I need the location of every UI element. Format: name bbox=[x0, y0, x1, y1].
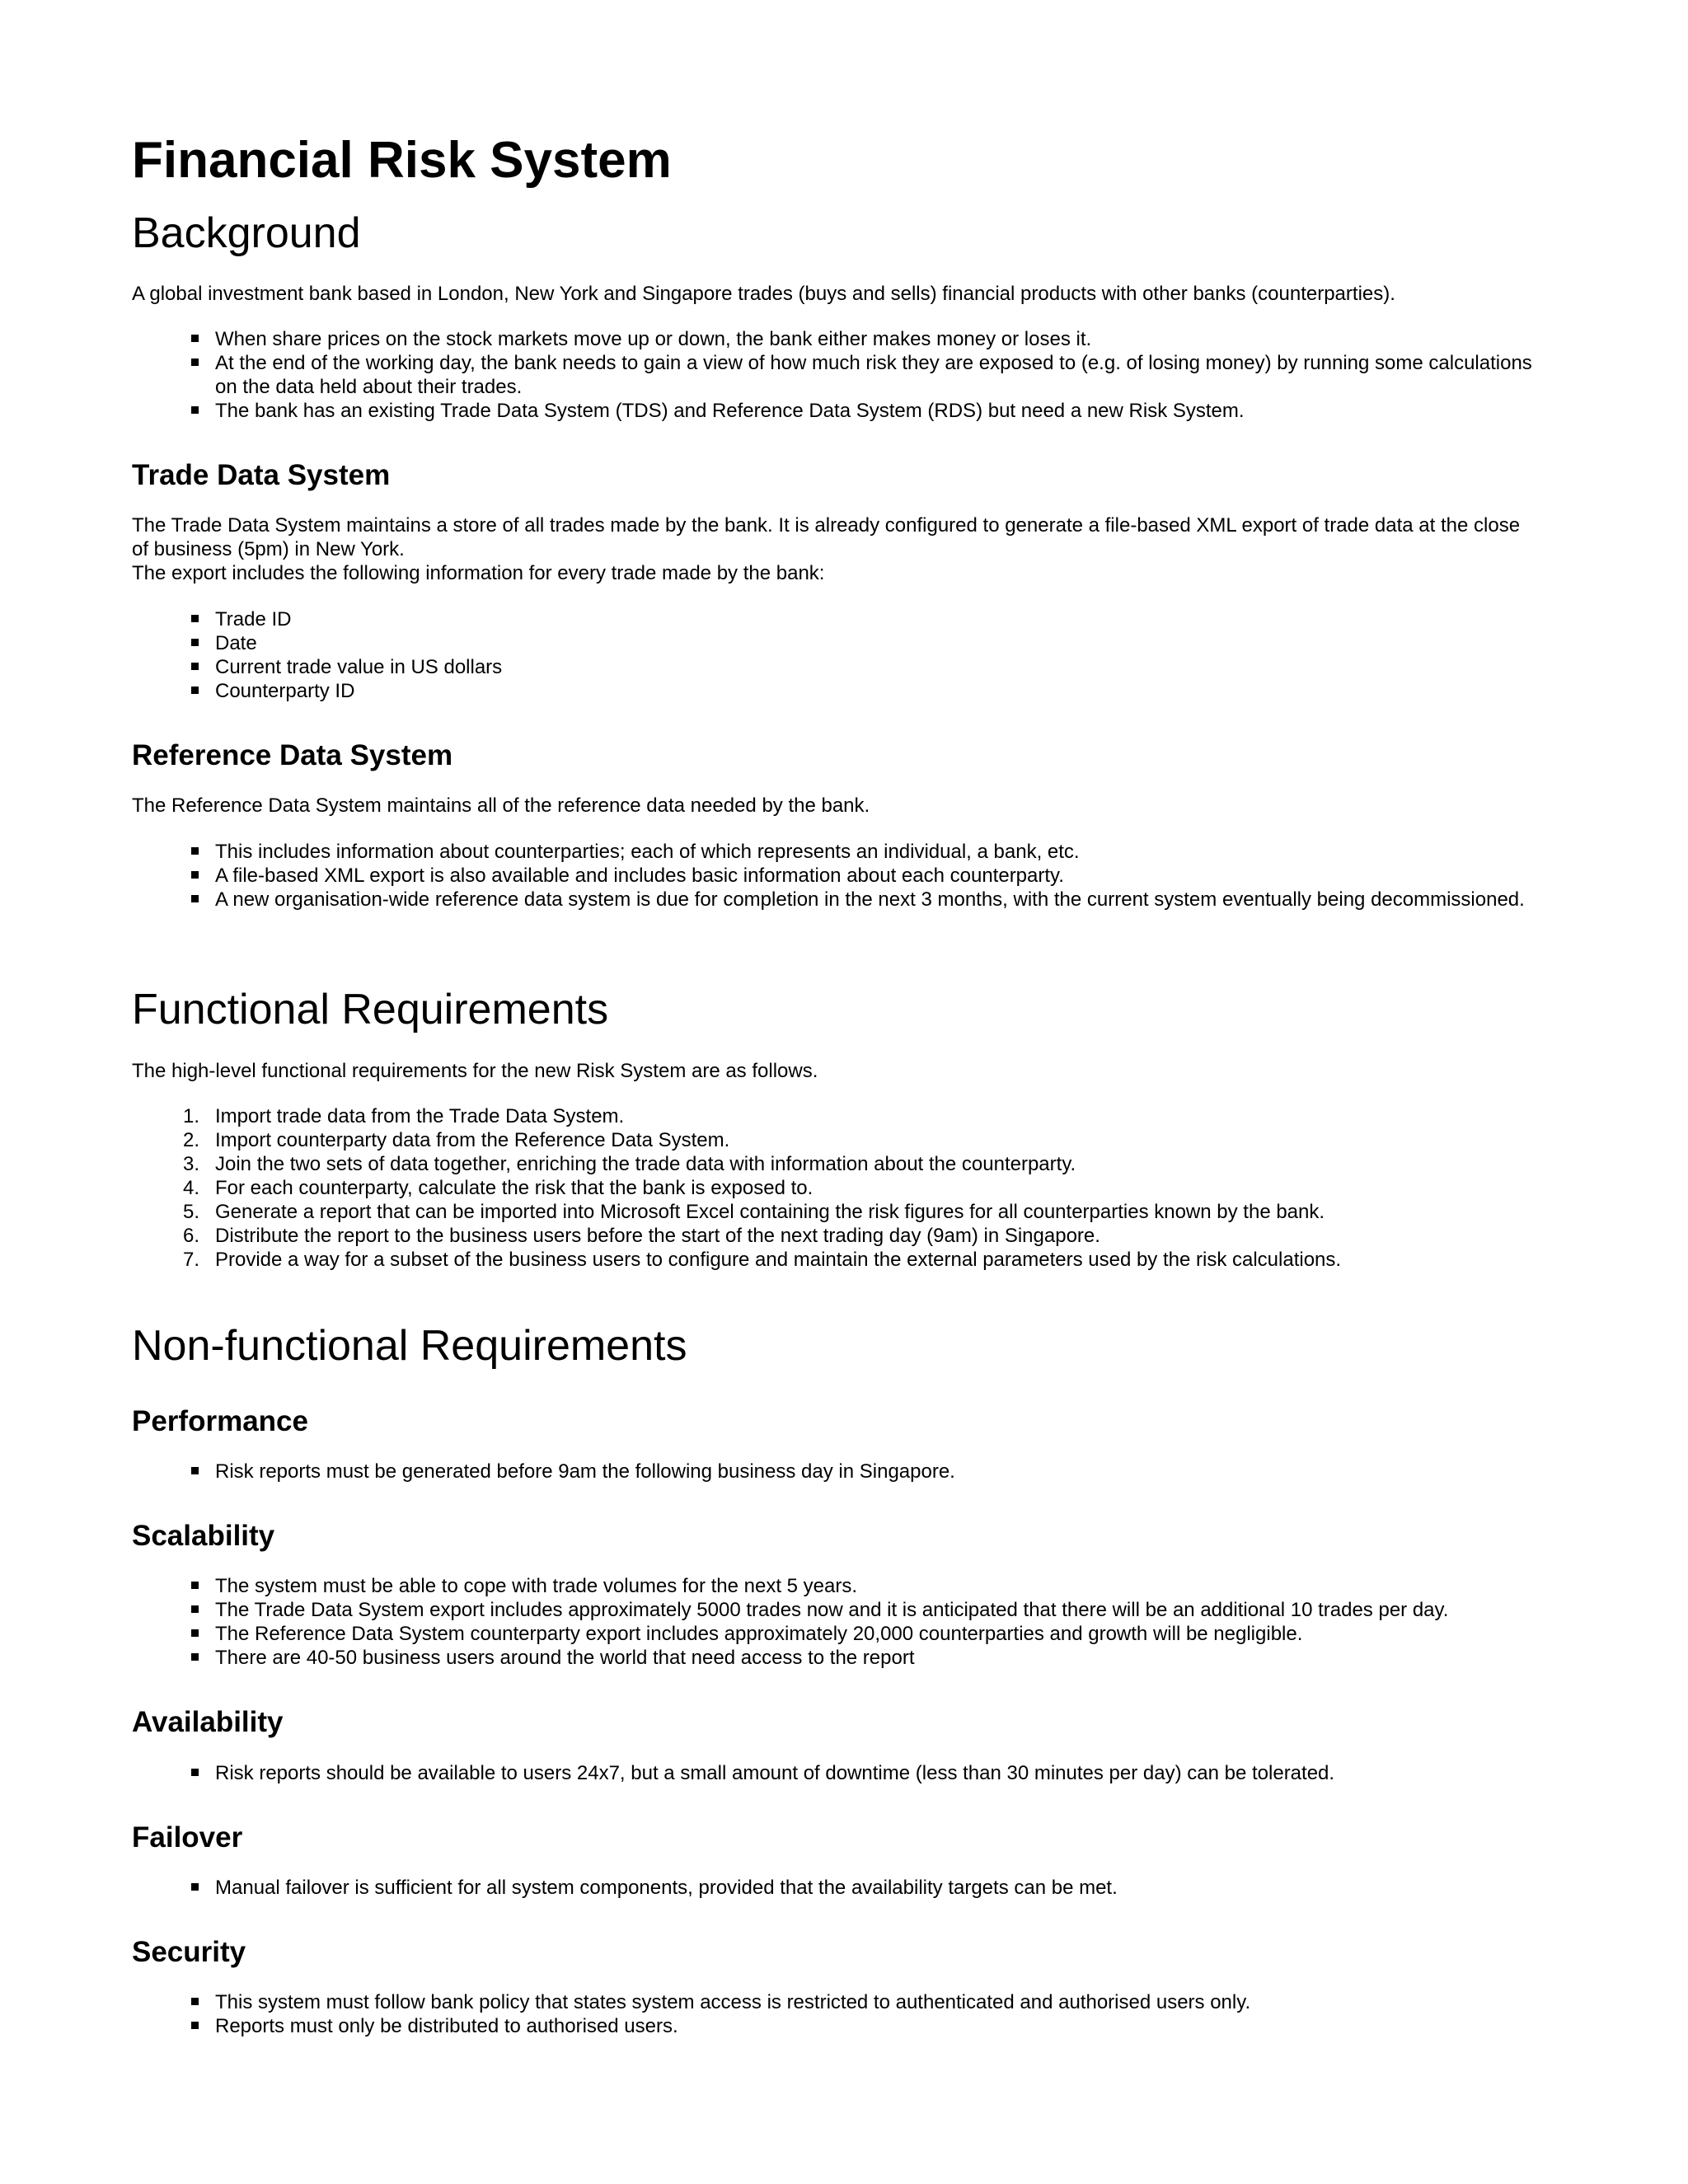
background-heading: Background bbox=[132, 209, 361, 257]
bullet-icon bbox=[191, 847, 199, 855]
list-item: 2. Import counterparty data from the Reference Data System. bbox=[183, 1129, 730, 1151]
availability-heading: Availability bbox=[132, 1706, 284, 1738]
bullet-icon bbox=[191, 1769, 199, 1776]
functional-requirements-list bbox=[132, 1104, 1533, 1272]
non-functional-requirements-heading: Non-functional Requirements bbox=[132, 1322, 687, 1370]
bullet-icon bbox=[191, 359, 199, 366]
bullet-icon bbox=[191, 687, 199, 694]
bullet-icon bbox=[191, 663, 199, 670]
bullet-icon bbox=[191, 1629, 199, 1637]
list-item: The system must be able to cope with trade volumes for the next 5 years. bbox=[132, 1574, 1533, 1598]
list-item: 7. Provide a way for a subset of the business users to configure and maintain the external parameters used by the risk calculations. bbox=[183, 1249, 1342, 1271]
list-item: At the end of the working day, the bank needs to gain a view of how much risk they are exposed to (e.g. of losing money) by running some calculations on the data held about their trades. bbox=[132, 351, 1533, 399]
list-item: A new organisation-wide reference data system is due for completion in the next 3 months, with the current system eventually being decommissioned. bbox=[132, 888, 1533, 912]
list-item: A file-based XML export is also available and includes basic information about each counterparty. bbox=[132, 864, 1533, 888]
background-list bbox=[132, 327, 1533, 423]
scalability-heading: Scalability bbox=[132, 1520, 275, 1552]
performance-list bbox=[132, 1460, 1533, 1483]
list-item: Risk reports must be generated before 9am the following business day in Singapore. bbox=[132, 1460, 1533, 1483]
list-item: 6. Distribute the report to the business users before the start of the next trading day (9am) in Singapore. bbox=[183, 1225, 1100, 1247]
bullet-icon bbox=[191, 639, 199, 646]
list-item: Risk reports should be available to users 24x7, but a small amount of downtime (less than 30 minutes per day) can be tolerated. bbox=[132, 1761, 1533, 1785]
list-item: 1. Import trade data from the Trade Data System. bbox=[183, 1105, 625, 1127]
bullet-icon bbox=[191, 1998, 199, 2005]
list-item: Current trade value in US dollars bbox=[132, 655, 1533, 679]
list-item: Reports must only be distributed to authorised users. bbox=[132, 2014, 1533, 2038]
list-item: Manual failover is sufficient for all system components, provided that the availability targets can be met. bbox=[132, 1876, 1533, 1900]
list-item: 4. For each counterparty, calculate the risk that the bank is exposed to. bbox=[183, 1177, 814, 1199]
background-intro: A global investment bank based in London, New York and Singapore trades (buys and sells) financial products with other banks (counterparties). bbox=[132, 283, 1395, 305]
bullet-icon bbox=[191, 871, 199, 879]
trade-data-system-heading: Trade Data System bbox=[132, 459, 391, 491]
bullet-icon bbox=[191, 2022, 199, 2029]
bullet-icon bbox=[191, 1883, 199, 1891]
failover-list bbox=[132, 1876, 1533, 1900]
list-item: The Reference Data System counterparty export includes approximately 20,000 counterparties and growth will be negligible. bbox=[132, 1622, 1533, 1646]
bullet-icon bbox=[191, 335, 199, 342]
list-item: This system must follow bank policy that states system access is restricted to authenticated and authorised users only. bbox=[132, 1990, 1533, 2014]
bullet-icon bbox=[191, 406, 199, 414]
list-item: Date bbox=[132, 631, 1533, 655]
list-item: The bank has an existing Trade Data System (TDS) and Reference Data System (RDS) but need a new Risk System. bbox=[132, 399, 1533, 423]
bullet-icon bbox=[191, 1467, 199, 1474]
bullet-icon bbox=[191, 1582, 199, 1589]
bullet-icon bbox=[191, 615, 199, 622]
list-item: When share prices on the stock markets move up or down, the bank either makes money or loses it. bbox=[132, 327, 1533, 351]
list-item: The Trade Data System export includes approximately 5000 trades now and it is anticipated that there will be an additional 10 trades per day. bbox=[132, 1598, 1533, 1622]
bullet-icon bbox=[191, 895, 199, 902]
reference-data-list bbox=[132, 840, 1533, 912]
document-title: Financial Risk System bbox=[132, 132, 672, 189]
trade-data-fields-list bbox=[132, 607, 1533, 703]
trade-data-system-para1: The Trade Data System maintains a store of all trades made by the bank. It is already configured to generate a file-based XML export of trade data at the close of business (5pm) in New York. bbox=[132, 514, 1521, 560]
bullet-icon bbox=[191, 1605, 199, 1613]
list-item: Counterparty ID bbox=[132, 679, 1533, 703]
functional-requirements-intro: The high-level functional requirements for the new Risk System are as follows. bbox=[132, 1060, 818, 1082]
list-item: Trade ID bbox=[132, 607, 1533, 631]
list-item: 3. Join the two sets of data together, enriching the trade data with information about the counterparty. bbox=[183, 1153, 1076, 1175]
list-item: This includes information about counterparties; each of which represents an individual, a bank, etc. bbox=[132, 840, 1533, 864]
security-list bbox=[132, 1990, 1533, 2038]
reference-data-system-heading: Reference Data System bbox=[132, 739, 453, 771]
security-heading: Security bbox=[132, 1936, 246, 1968]
list-item: There are 40-50 business users around the world that need access to the report bbox=[132, 1646, 1533, 1670]
availability-list bbox=[132, 1761, 1533, 1785]
reference-data-system-intro: The Reference Data System maintains all of the reference data needed by the bank. bbox=[132, 794, 870, 817]
failover-heading: Failover bbox=[132, 1821, 243, 1854]
list-item: 5. Generate a report that can be imported into Microsoft Excel containing the risk figures for all counterparties known by the bank. bbox=[183, 1201, 1325, 1223]
scalability-list bbox=[132, 1574, 1533, 1670]
performance-heading: Performance bbox=[132, 1405, 308, 1437]
bullet-icon bbox=[191, 1653, 199, 1661]
functional-requirements-heading: Functional Requirements bbox=[132, 986, 609, 1033]
trade-data-system-para2: The export includes the following information for every trade made by the bank: bbox=[132, 562, 825, 584]
